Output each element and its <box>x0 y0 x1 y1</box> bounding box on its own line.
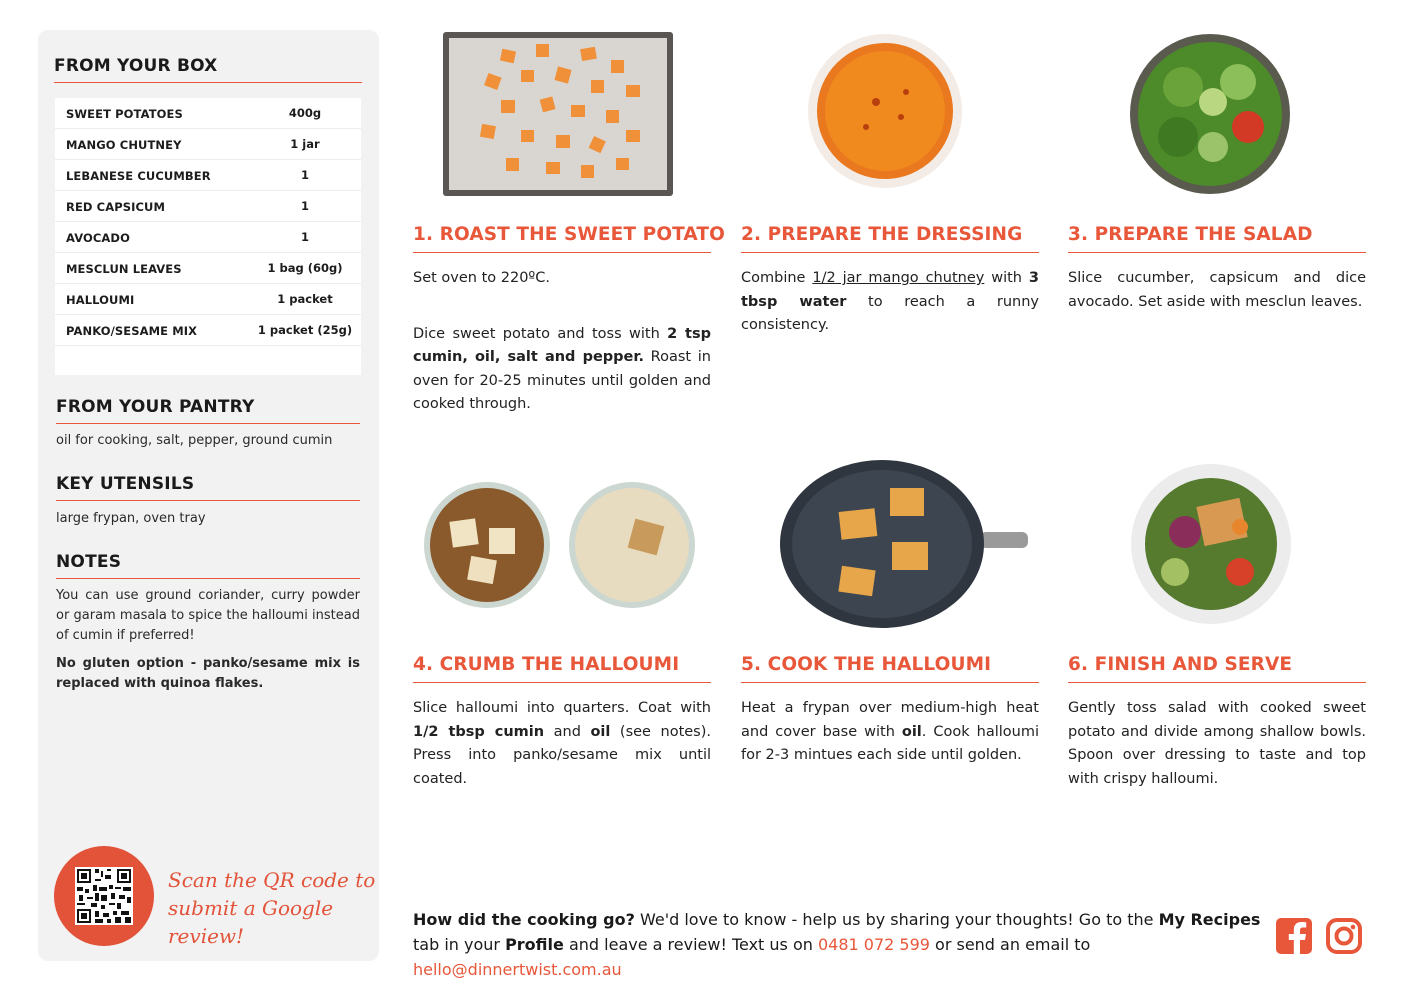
text-run: (see notes). Press into panko/sesame mix until coated. <box>413 723 712 787</box>
step-4-text <box>413 697 711 791</box>
facebook-icon[interactable] <box>1275 917 1313 955</box>
text-run: Combine <box>741 270 813 286</box>
divider <box>1068 252 1366 253</box>
divider <box>413 682 711 683</box>
crumbing-halloumi-bowls-image <box>421 480 699 610</box>
qr-caption-line: submit a Google review! <box>168 896 334 948</box>
notes-text: You can use ground coriander, curry powder or garam masala to spice the halloumi instead of cumin if preferred! <box>56 588 360 643</box>
step-1-para2 <box>413 323 711 417</box>
table-row <box>55 160 361 191</box>
instagram-icon[interactable] <box>1325 917 1363 955</box>
text-underlined: 1/2 jar mango chutney <box>812 270 985 286</box>
text-run: tab in your <box>413 935 506 954</box>
salad-bowl-image <box>1128 32 1292 196</box>
qr-caption-line: Scan the QR code to <box>168 868 376 892</box>
phone-link[interactable]: 0481 072 599 <box>817 935 930 954</box>
email-link[interactable]: hello@dinnertwist.com.au <box>413 960 622 979</box>
ingredient-name: HALLOUMI <box>66 293 135 307</box>
finished-salad-plate-image <box>1130 462 1292 626</box>
table-row <box>55 191 361 222</box>
text-run: Roast in oven for 20-25 minutes until golden and cooked through. <box>413 349 711 412</box>
my-recipes-label: My Recipes <box>1158 910 1261 929</box>
step-1-line1: Set oven to 220ºC. <box>413 270 550 286</box>
text-run: to reach a runny consistency. <box>741 293 1039 333</box>
step-5-title: 5. COOK THE HALLOUMI <box>741 654 992 675</box>
table-row <box>55 253 361 284</box>
step-5-text <box>741 697 1039 768</box>
pantry-text: oil for cooking, salt, pepper, ground cumin <box>56 433 333 448</box>
table-row <box>55 315 361 346</box>
divider <box>741 682 1039 683</box>
utensils-text: large frypan, oven tray <box>56 511 206 526</box>
text-bold: 2 tsp cumin, oil, salt and pepper. <box>413 325 711 365</box>
step-1-text <box>413 267 711 417</box>
step-3-title: 3. PREPARE THE SALAD <box>1068 224 1313 245</box>
table-row <box>55 222 361 253</box>
ingredient-qty: 1 <box>300 199 309 213</box>
step-2-title: 2. PREPARE THE DRESSING <box>741 224 1023 245</box>
step-6-text: Gently toss salad with cooked sweet potato and divide among shallow bowls. Spoon over dressing to taste and top with crispy halloumi. <box>1068 700 1366 787</box>
table-row <box>55 129 361 160</box>
ingredient-qty: 1 packet <box>277 292 333 306</box>
gluten-note: No gluten option - panko/sesame mix is replaced with quinoa flakes. <box>56 656 360 691</box>
text-run: or send an email to <box>929 935 1091 954</box>
ingredient-name: PANKO/SESAME MIX <box>66 324 198 338</box>
ingredient-name: AVOCADO <box>66 231 130 245</box>
divider <box>54 82 362 83</box>
divider <box>413 252 711 253</box>
divider <box>56 500 360 501</box>
step-2-text <box>741 267 1039 338</box>
text-bold: oil <box>590 723 611 740</box>
divider <box>741 252 1039 253</box>
step-4-title: 4. CRUMB THE HALLOUMI <box>413 654 680 675</box>
utensils-title: KEY UTENSILS <box>56 474 195 494</box>
text-run: We'd love to know - help us by sharing your thoughts! Go to the <box>634 910 1159 929</box>
ingredient-qty: 1 <box>300 168 309 182</box>
ingredient-qty: 1 <box>300 230 309 244</box>
text-bold: oil <box>901 723 922 740</box>
text-bold: 3 tbsp water <box>741 270 1040 310</box>
ingredient-name: MANGO CHUTNEY <box>66 138 182 152</box>
qr-caption <box>168 866 379 950</box>
divider <box>56 578 360 579</box>
ingredient-name: RED CAPSICUM <box>66 200 166 214</box>
pantry-title: FROM YOUR PANTRY <box>56 397 255 417</box>
divider <box>56 423 360 424</box>
text-run: and leave a review! Text us on <box>563 935 818 954</box>
text-run: Heat a frypan over medium-high heat and cover base with <box>741 700 1039 740</box>
ingredient-qty: 1 bag (60g) <box>267 261 343 275</box>
frypan-halloumi-image <box>780 460 1030 628</box>
roasted-sweet-potato-tray-image <box>441 30 675 198</box>
footer-question: How did the cooking go? <box>413 910 635 929</box>
text-bold: 1/2 tbsp cumin <box>413 723 545 740</box>
divider <box>1068 682 1366 683</box>
ingredient-name: MESCLUN LEAVES <box>66 262 182 276</box>
qr-code-badge[interactable] <box>54 846 154 946</box>
ingredient-qty: 1 packet (25g) <box>257 323 353 337</box>
from-your-box-title: FROM YOUR BOX <box>54 56 218 76</box>
mango-dressing-bowl-image <box>806 32 964 190</box>
profile-label: Profile <box>505 935 564 954</box>
step-6-title: 6. FINISH AND SERVE <box>1068 654 1293 675</box>
ingredients-sidebar <box>38 30 379 961</box>
ingredients-table <box>55 98 361 375</box>
step-1-title: 1. ROAST THE SWEET POTATO <box>413 224 725 245</box>
text-run: . Cook halloumi for 2-3 mintues each side until golden. <box>741 723 1039 763</box>
text-run: and <box>544 723 591 740</box>
text-run: with <box>984 270 1029 286</box>
notes-title: NOTES <box>56 552 122 572</box>
feedback-footer <box>413 907 1263 982</box>
table-row <box>55 98 361 129</box>
table-row <box>55 284 361 315</box>
ingredient-name: SWEET POTATOES <box>66 107 183 121</box>
text-run: Slice halloumi into quarters. Coat with <box>413 700 711 716</box>
ingredient-name: LEBANESE CUCUMBER <box>66 169 211 183</box>
ingredient-qty: 1 jar <box>290 137 320 151</box>
qr-code-icon <box>75 867 133 925</box>
ingredient-qty: 400g <box>288 106 322 120</box>
text-run: Dice sweet potato and toss with <box>413 325 668 342</box>
step-3-text: Slice cucumber, capsicum and dice avocado. Set aside with mesclun leaves. <box>1068 270 1366 310</box>
